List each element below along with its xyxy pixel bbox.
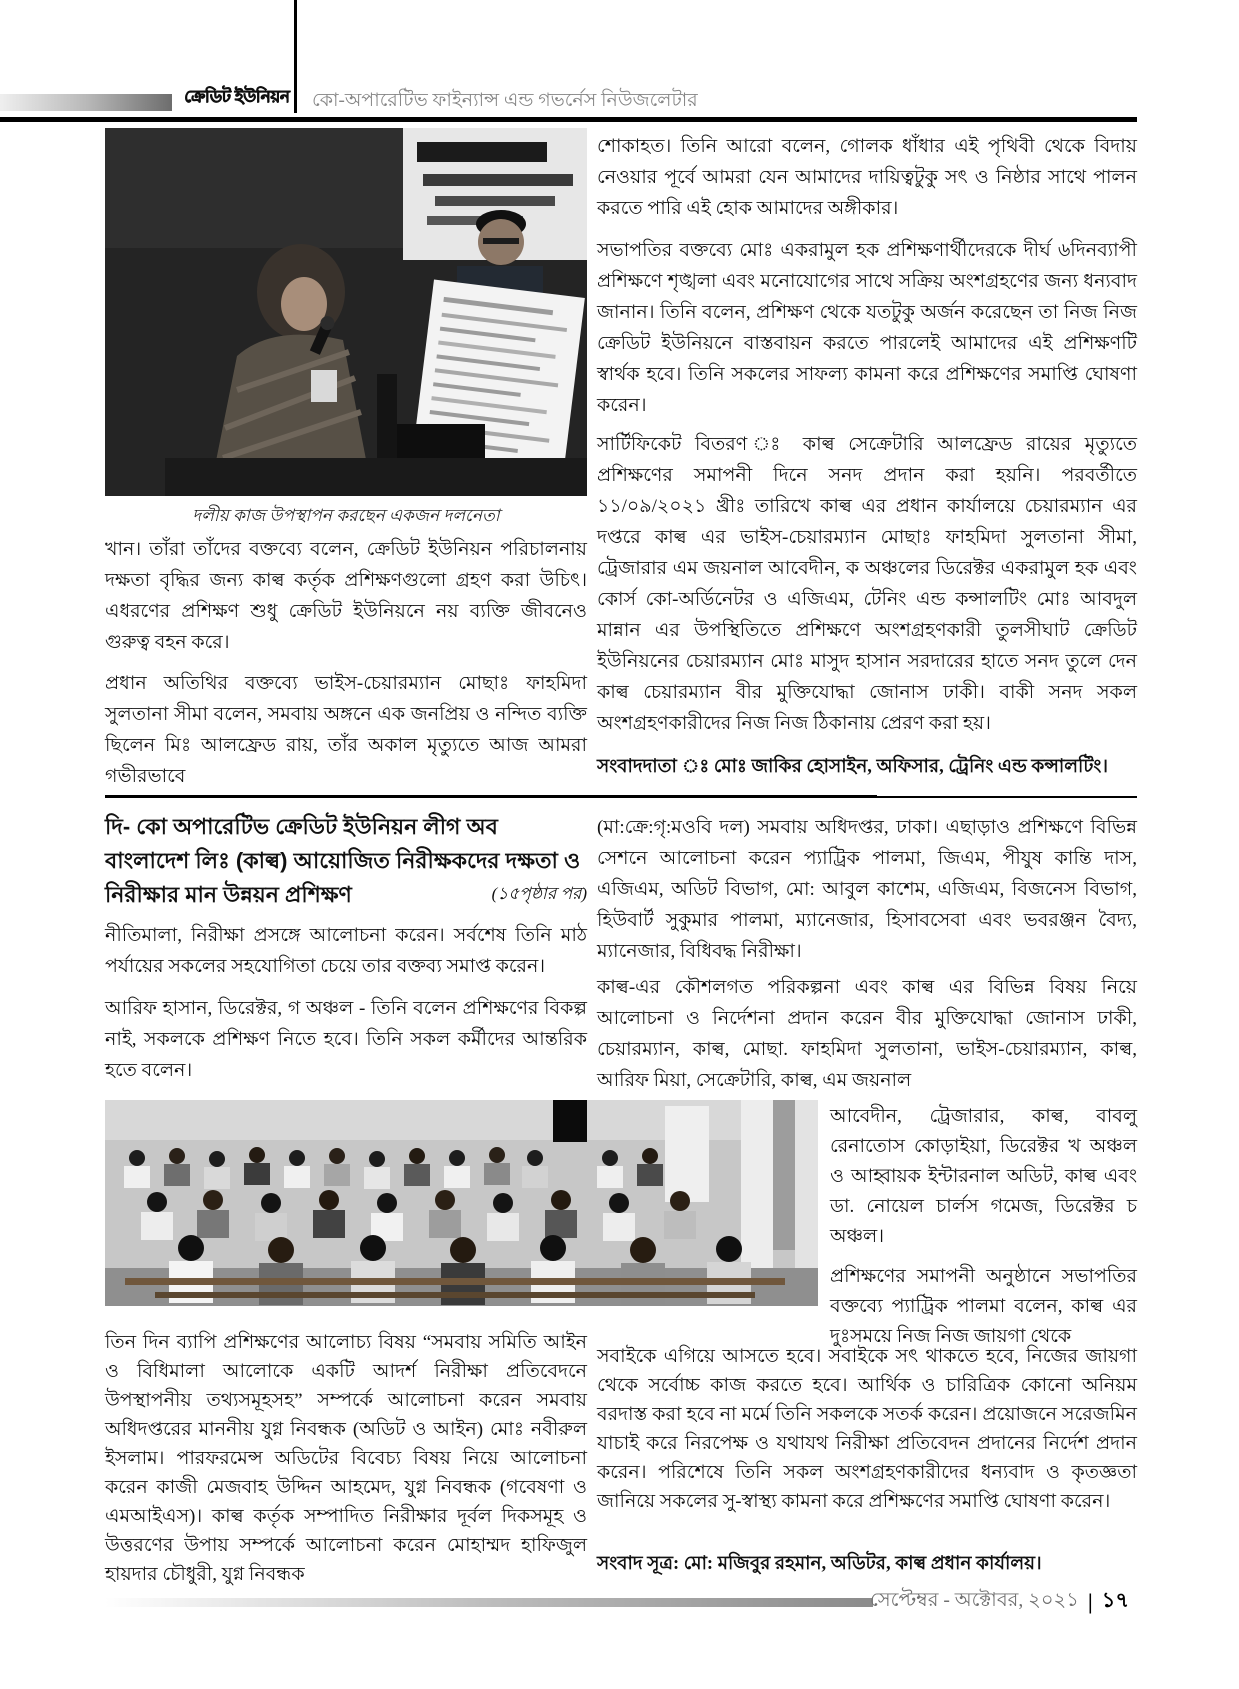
- footer-page-number: ১৭: [1101, 1588, 1129, 1612]
- continued-from-note: (১৫পৃষ্ঠার পর): [491, 884, 587, 903]
- photo-group-presentation-art: [105, 128, 587, 496]
- header-vertical-divider: [294, 0, 297, 113]
- footer-issue-date: সেপ্টেম্বর - অক্টোবর, ২০২১: [869, 1589, 1079, 1611]
- article2-wrap-para-2: প্রশিক্ষণের সমাপনী অনুষ্ঠানে সভাপতির বক্তব্যে প্যাট্রিক পালমা বলেন, কাল্ব এর দুঃসময়ে নিজ নিজ জায়গা থেকে: [830, 1266, 1137, 1347]
- header-gradient-bar: [0, 94, 172, 111]
- article2-heading: [105, 810, 587, 912]
- article1-reporter-line: সংবাদদাতা ঃ মোঃ জাকির হোসাইন, অফিসার, ট্রেনিং এন্ড কন্সালটিং।: [597, 757, 1108, 777]
- article1-right-para-2: সভাপতির বক্তব্যে মোঃ একরামুল হক প্রশিক্ষণার্থীদেরকে দীর্ঘ ৬দিনব্যাপী প্রশিক্ষণে শৃঙ্খলা এবং মনোযোগের সাথে সক্রিয় অংশগ্রহণের জন্য ধন্যবাদ জানান। তিনি বলেন, প্রশিক্ষণ থেকে যতটুকু অর্জন করেছেন তা নিজ নিজ ক্রেডিট ইউনিয়নে বাস্তবায়ন করতে পারলেই আমাদের এই প্রশিক্ষণটি স্বার্থক হবে। তিনি সকলের সাফল্য কামনা করে প্রশিক্ষণের সমাপ্তি ঘোষণা করেন।: [597, 240, 1137, 416]
- photo-caption: দলীয় কাজ উপস্থাপন করছেন একজন দলনেতা: [192, 506, 500, 525]
- newsletter-masthead-title: কো-অপারেটিভ ফাইন্যান্স এন্ড গভর্নেস নিউজলেটার: [312, 90, 698, 111]
- section-divider-thin: [877, 796, 1137, 798]
- article2-wrap-para-1: আবেদীন, ট্রেজারার, কাল্ব, বাবলু রেনাতোস কোড়াইয়া, ডিরেক্টর খ অঞ্চল ও আহ্বায়ক ইন্টারনাল অডিট, কাল্ব এবং ডা. নোয়েল চার্লস গমেজ, ডিরেক্টর চ অঞ্চল।: [830, 1106, 1137, 1247]
- newsletter-logo: ক্রেডিট ইউনিয়ন: [184, 87, 290, 106]
- photo-training-audience-art: [105, 1100, 818, 1306]
- article2-left-para-2: আরিফ হাসান, ডিরেক্টর, গ অঞ্চল - তিনি বলেন প্রশিক্ষণের বিকল্প নাই, সকলকে প্রশিক্ষণ নিতে হবে। তিনি সকল কর্মীদের আন্তরিক হতে বলেন।: [105, 998, 587, 1081]
- article1-left-para-1: খান। তাঁরা তাঁদের বক্তব্যে বলেন, ক্রেডিট ইউনিয়ন পরিচালনায় দক্ষতা বৃদ্ধির জন্য কাল্ব কর্তৃক প্রশিক্ষণগুলো গ্রহণ করা উচিৎ। এধরণের প্রশিক্ষণ শুধু ক্রেডিট ইউনিয়নে নয় ব্যক্তি জীবনেও গুরুত্ব বহন করে।: [105, 539, 587, 653]
- footer-gradient-bar: [105, 1598, 873, 1607]
- article2-heading-text: দি- কো অপারেটিভ ক্রেডিট ইউনিয়ন লীগ অব বাংলাদেশ লিঃ (কাল্ব) আয়োজিত নিরীক্ষকদের দক্ষতা ও নিরীক্ষার মান উন্নয়ন প্রশিক্ষণ: [105, 814, 581, 907]
- article2-bottom-left-para: তিন দিন ব্যাপি প্রশিক্ষণের আলোচ্য বিষয় “সমবায় সমিতি আইন ও বিধিমালা আলোকে একটি আদর্শ নিরীক্ষা প্রতিবেদনে উপস্থাপনীয় তথ্যসমূহসহ” সম্পর্কে আলোচনা করেন সমবায় অধিদপ্তরের মাননীয় যুগ্ন নিবন্ধক (অডিট ও আইন) মোঃ নবীরুল ইসলাম। পারফরমেন্স অডিটের বিবেচ্য বিষয় নিয়ে আলোচনা করেন কাজী মেজবাহ উদ্দিন আহমেদ, যুগ্ন নিবন্ধক (গবেষণা ও এমআইএস)। কাল্ব কর্তৃক সম্পাদিত নিরীক্ষার দূর্বল দিকসমূহ ও উত্তরণের উপায় সম্পর্কে আলোচনা করেন মোহাম্মদ হাফিজুল হায়দার চৌধুরী, যুগ্ন নিবন্ধক: [105, 1332, 587, 1585]
- article2-bottom-right-para: সবাইকে এগিয়ে আসতে হবে। সবাইকে সৎ থাকতে হবে, নিজের জায়গা থেকে সর্বোচ্চ কাজ করতে হবে। আর্থিক ও চারিত্রিক কোনো অনিয়ম বরদাস্ত করা হবে না মর্মে তিনি সকলকে সতর্ক করেন। প্রয়োজনে সরেজমিন যাচাই করে নিরপেক্ষ ও যথাযথ নিরীক্ষা প্রতিবেদন প্রদানের নির্দেশ প্রদান করেন। পরিশেষে তিনি সকল অংশগ্রহণকারীদের ধন্যবাদ ও কৃতজ্ঞতা জানিয়ে সকলের সু-স্বাস্থ্য কামনা করে প্রশিক্ষণের সমাপ্তি ঘোষণা করেন।: [597, 1346, 1137, 1512]
- footer-separator: |: [1087, 1588, 1093, 1614]
- footer-meta: [869, 1584, 1138, 1619]
- photo-training-audience: [105, 1100, 818, 1306]
- article1-right-para-3: সার্টিফিকেট বিতরণ ঃ কাল্ব সেক্রেটারি আলফ্রেড রায়ের মৃত্যুতে প্রশিক্ষণের সমাপনী দিনে সনদ প্রদান করা হয়নি। পরবর্তীতে ১১/০৯/২০২১ খ্রীঃ তারিখে কাল্ব এর প্রধান কার্যালয়ে চেয়ারম্যান এর দপ্তরে কাল্ব এর ভাইস-চেয়ারম্যান মোছাঃ ফাহমিদা সুলতানা সীমা, ট্রেজারার এম জয়নাল আবেদীন, ক অঞ্চলের ডিরেক্টর একরামুল হক এবং কোর্স কো-অর্ডিনেটর ও এজিএম, টেনিং এন্ড কন্সালটিং মোঃ আবদুল মান্নান এর উপস্থিতিতে প্রশিক্ষণে অংশগ্রহণকারী তুলসীঘাট ক্রেডিট ইউনিয়নের চেয়ারম্যান মোঃ মাসুদ হাসান সরদারের হাতে সনদ তুলে দেন কাল্ব চেয়ারম্যান বীর মুক্তিযোদ্ধা জোনাস ঢাকী। বাকী সনদ সকল অংশগ্রহণকারীদের নিজ নিজ ঠিকানায় প্রেরণ করা হয়।: [597, 434, 1137, 734]
- article2-source-line: সংবাদ সূত্র: মো: মজিবুর রহমান, অডিটর, কাল্ব প্রধান কার্যালয়।: [597, 1554, 1042, 1574]
- article1-left-para-2: প্রধান অতিথির বক্তব্যে ভাইস-চেয়ারম্যান মোছাঃ ফাহমিদা সুলতানা সীমা বলেন, সমবায় অঙ্গনে এক জনপ্রিয় ও নন্দিত ব্যক্তি ছিলেন মিঃ আলফ্রেড রায়, তাঁর অকাল মৃত্যুতে আজ আমরা গভীরভাবে: [105, 673, 587, 787]
- article2-right-para-2: কাল্ব-এর কৌশলগত পরিকল্পনা এবং কাল্ব এর বিভিন্ন বিষয় নিয়ে আলোচনা ও নির্দেশনা প্রদান করেন বীর মুক্তিযোদ্ধা জোনাস ঢাকী, চেয়ারম্যান, কাল্ব, মোছা. ফাহমিদা সুলতানা, ভাইস-চেয়ারম্যান, কাল্ব, আরিফ মিয়া, সেক্রেটারি, কাল্ব, এম জয়নাল: [597, 977, 1137, 1091]
- header-rule: [0, 117, 1137, 122]
- article2-right-para-1: (মা:ক্রে:গৃ:মওবি দল) সমবায় অধিদপ্তর, ঢাকা। এছাড়াও প্রশিক্ষণে বিভিন্ন সেশনে আলোচনা করেন প্যাট্রিক পালমা, জিএম, পীযুষ কান্তি দাস, এজিএম, অডিট বিভাগ, মো: আবুল কাশেম, এজিএম, বিজনেস বিভাগ, হিউবার্ট সুকুমার পালমা, ম্যানেজার, হিসাবসেবা এবং ভবরঞ্জন বৈদ্য, ম্যানেজার, বিধিবদ্ধ নিরীক্ষা।: [597, 817, 1137, 962]
- article1-right-para-1: শোকাহত। তিনি আরো বলেন, গোলক ধাঁধার এই পৃথিবী থেকে বিদায় নেওয়ার পূর্বে আমরা যেন আমাদের দায়িত্বটুকু সৎ ও নিষ্ঠার সাথে পালন করতে পারি এই হোক আমাদের অঙ্গীকার।: [597, 136, 1137, 219]
- section-divider-thick: [105, 795, 877, 798]
- article2-left-para-1: নীতিমালা, নিরীক্ষা প্রসঙ্গে আলোচনা করেন। সর্বশেষ তিনি মাঠ পর্যায়ের সকলের সহযোগিতা চেয়ে তার বক্তব্য সমাপ্ত করেন।: [105, 925, 587, 977]
- photo-group-presentation: [105, 128, 587, 496]
